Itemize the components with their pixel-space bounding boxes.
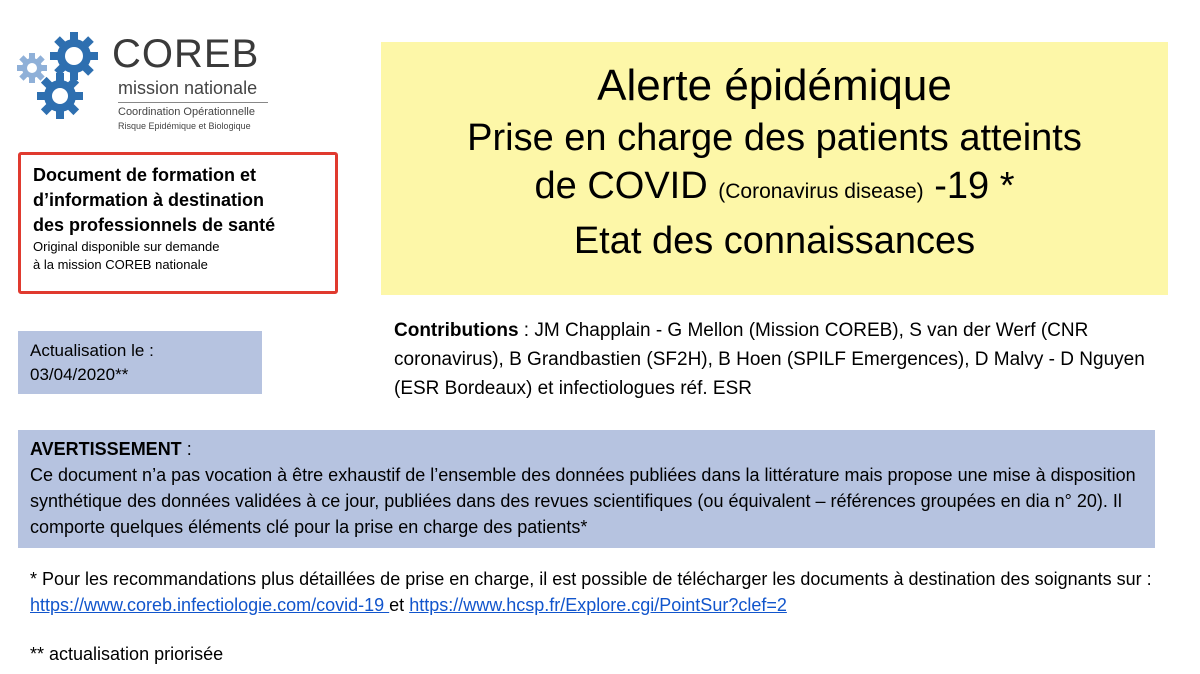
title-box — [381, 42, 1168, 295]
warning-text: Ce document n’a pas vocation à être exhaustif de l’ensemble des données publiées dans la littérature mais propose une mise à disposition synthétique des données validées à ce jour, publiées dans des revues scientifiques (ou équivalent – références groupées en dia n° 20). Il comporte quelques éléments clé pour la prise en charge des patients* — [30, 465, 1136, 537]
logo-tagline-1: Coordination Opérationnelle — [118, 106, 255, 118]
update-label: Actualisation le : — [30, 341, 154, 360]
title-covid-expansion: (Coronavirus disease) — [718, 180, 924, 203]
title-covid-suffix: -19 * — [934, 165, 1015, 207]
logo-tagline-2: Risque Epidémique et Biologique — [118, 121, 251, 131]
contributions — [394, 316, 1164, 403]
document-purpose-box — [18, 152, 338, 294]
contributions-label: Contributions — [394, 320, 519, 341]
gears-icon — [14, 30, 114, 134]
warning-colon: : — [181, 439, 192, 459]
logo-wordmark: COREB — [112, 32, 260, 76]
footnote-priority: ** actualisation priorisée — [30, 644, 224, 664]
doc-sub-line-2: à la mission COREB nationale — [33, 257, 208, 272]
doc-title-line-1: Document de formation et — [33, 165, 257, 185]
hcsp-link[interactable]: https://www.hcsp.fr/Explore.cgi/PointSur?clef=2 — [409, 595, 787, 615]
footnote-text: * Pour les recommandations plus détaillées de prise en charge, il est possible de télécharger les documents à destination des soignants sur : — [30, 569, 1152, 589]
title-covid: de COVID — [534, 165, 708, 207]
coreb-link[interactable]: https://www.coreb.infectiologie.com/covid-19 — [30, 595, 390, 615]
logo-divider — [118, 102, 268, 103]
contributions-text: : JM Chapplain - G Mellon (Mission COREB), S van der Werf (CNR coronavirus), B Grandbastien (SF2H), B Hoen (SPILF Emergences), D Malvy - D Nguyen (ESR Bordeaux) et infectiologues réf. ESR — [394, 320, 1145, 399]
doc-title-line-2: d’information à destination — [33, 190, 265, 210]
title-line-4: Etat des connaissances — [573, 220, 976, 262]
title-line-1: Alerte épidémique — [597, 61, 952, 110]
title-line-2: Prise en charge des patients atteints — [467, 117, 1082, 159]
doc-title-line-3: des professionnels de santé — [33, 215, 276, 235]
warning-box — [18, 430, 1155, 548]
title-line-3 — [381, 162, 1168, 216]
update-date: 03/04/2020** — [30, 365, 129, 384]
warning-label: AVERTISSEMENT — [30, 439, 182, 459]
logo-subtitle: mission nationale — [118, 78, 258, 98]
footnote-between: et — [389, 595, 410, 615]
update-date-box — [18, 331, 262, 394]
doc-sub-line-1: Original disponible sur demande — [33, 239, 220, 254]
warning-heading — [30, 436, 1143, 462]
footnote — [30, 566, 1160, 618]
coreb-logo — [14, 30, 274, 140]
